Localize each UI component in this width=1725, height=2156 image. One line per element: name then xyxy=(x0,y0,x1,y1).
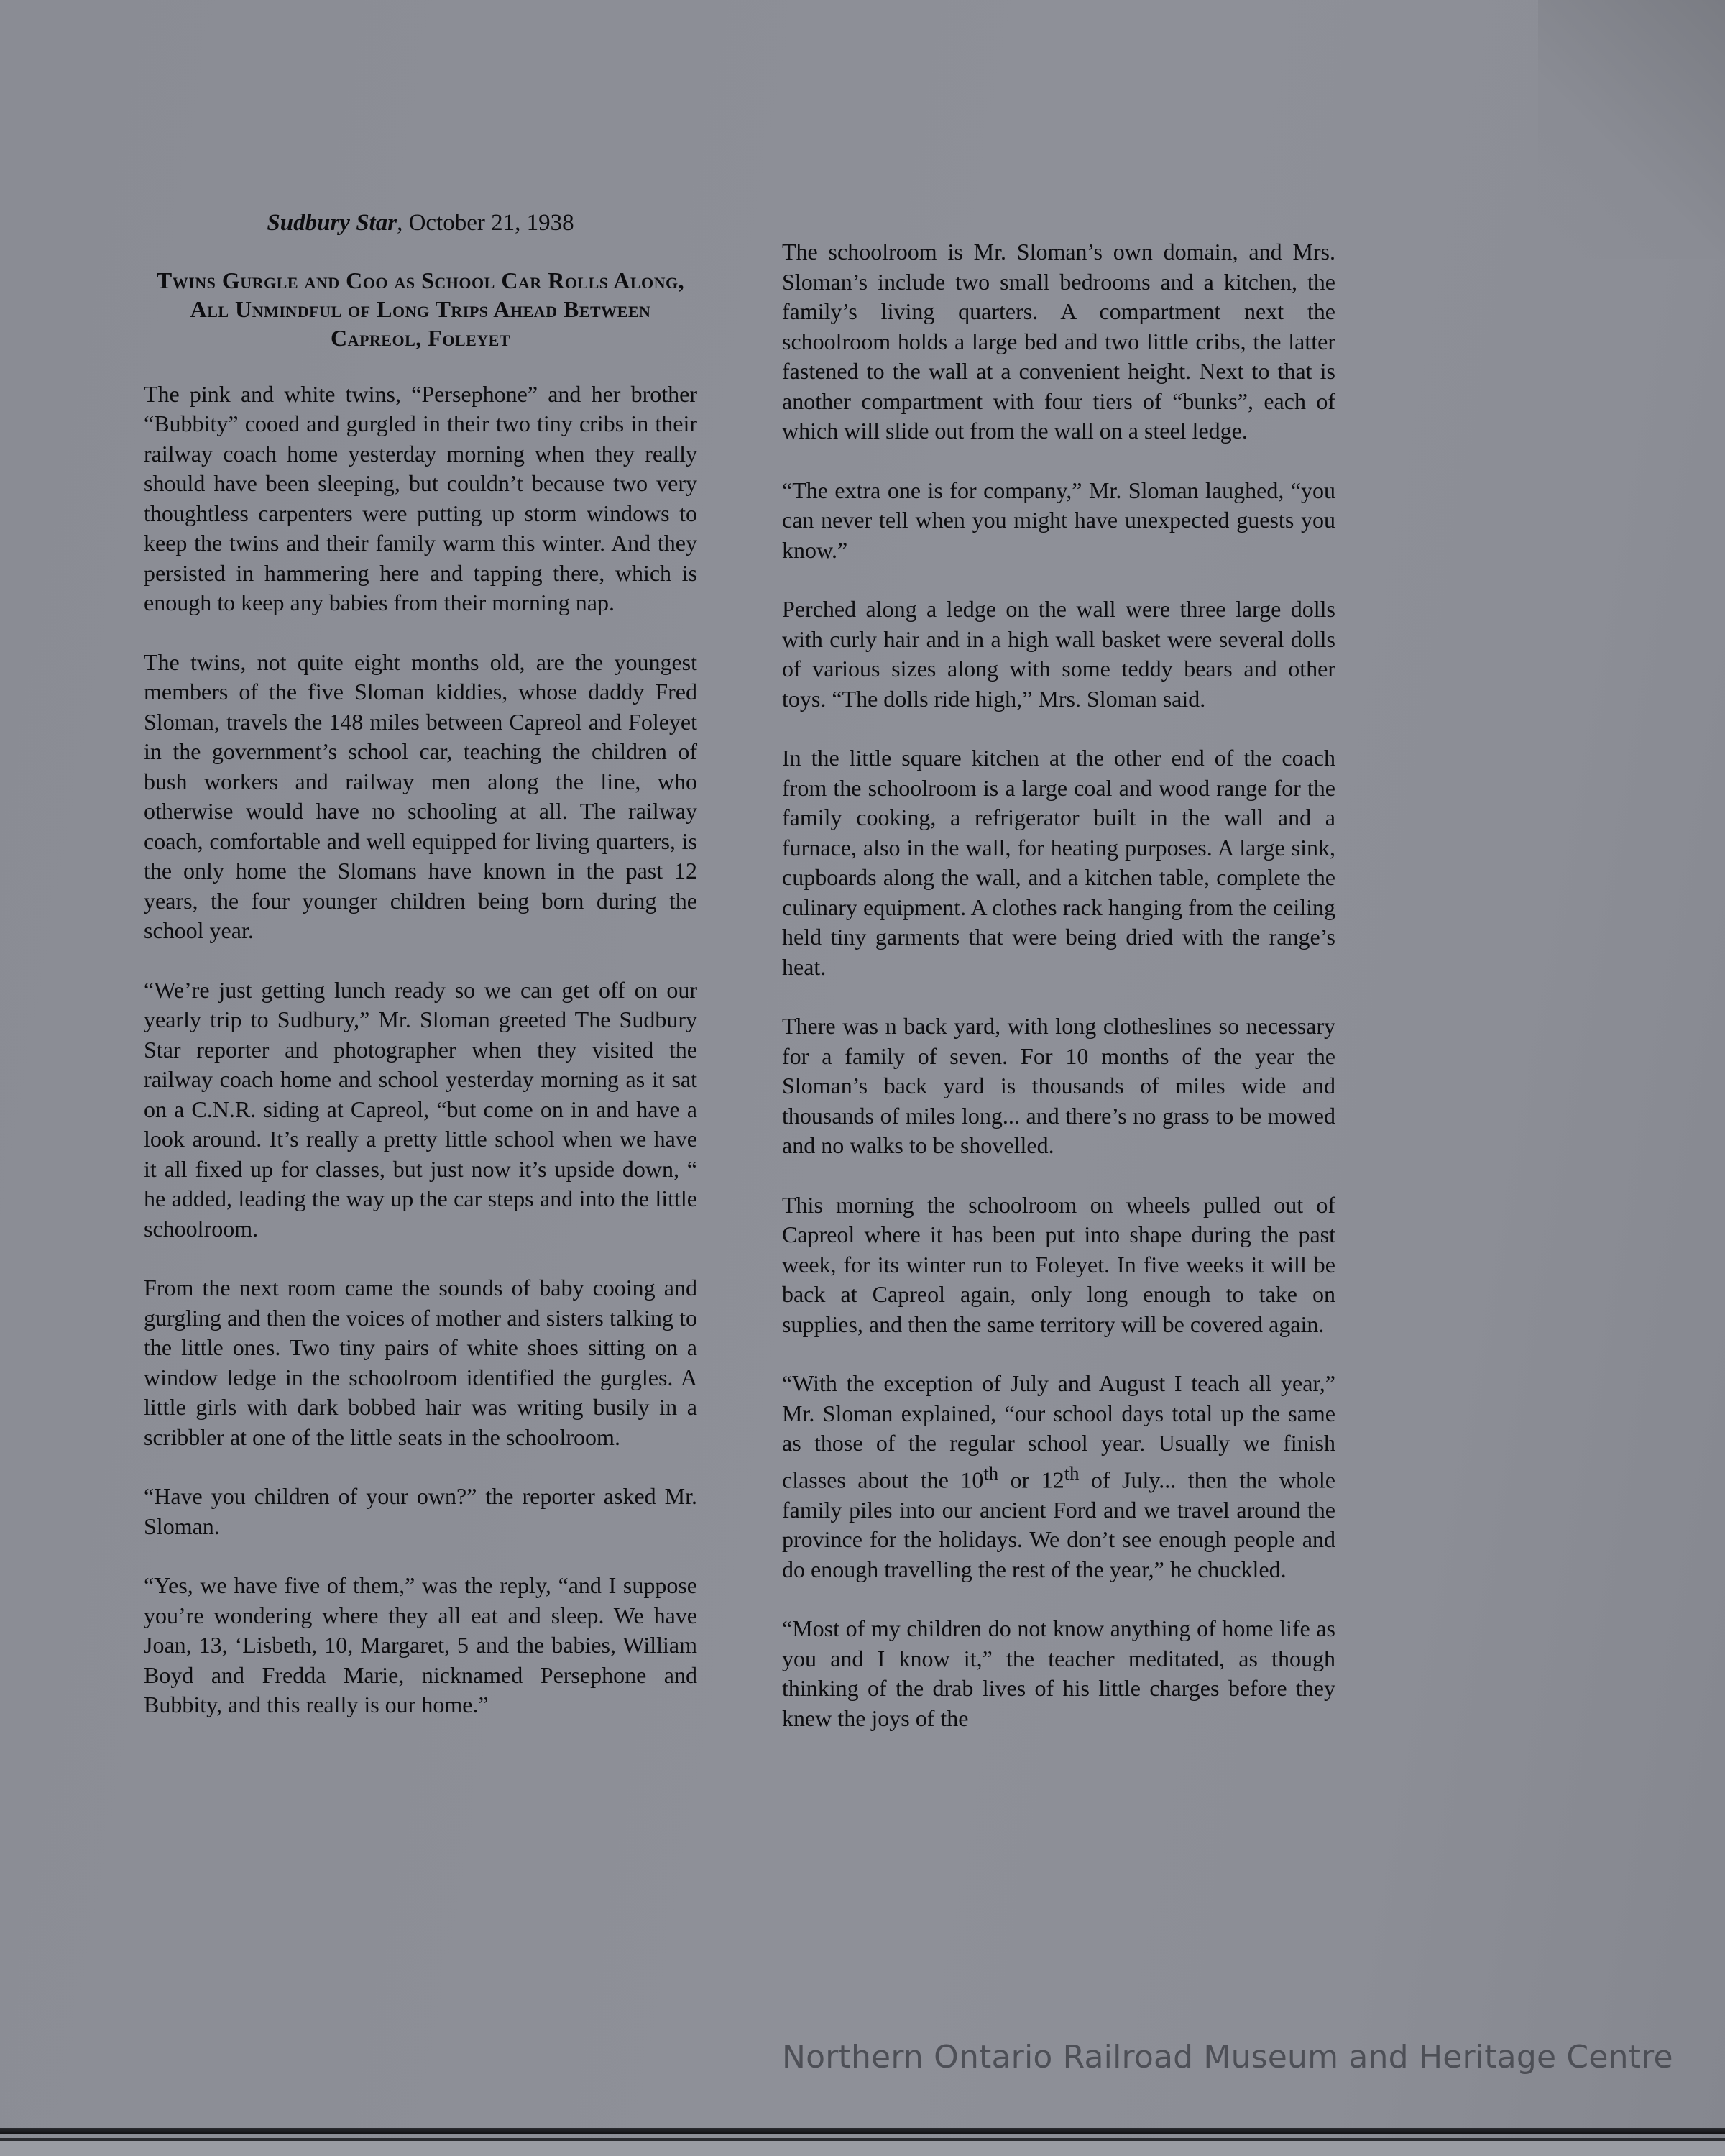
paragraph: “We’re just getting lunch ready so we can get off on our yearly trip to Sudbury,” Mr. Sloman greeted The Sudbury Star reporter and photographer when they visited the railway coach home and school yesterday morning as it sat on a C.N.R. siding at Capreol, “but come on in and have a look around. It’s really a pretty little school when we have it all fixed up for classes, but just now it’s upside down, “ he added, leading the way up the car steps and into the little schoolroom. xyxy=(144,976,697,1242)
paragraph: In the little square kitchen at the other end of the coach from the schoolroom is a large coal and wood range for the family cooking, a refrigerator built in the wall and a furnace, also in the wall, for heating purposes. A large sink, cupboards along the wall, and a kitchen table, complete the culinary equipment. A clothes rack hanging from the ceiling held tiny garments that were being dried with the range’s heat. xyxy=(782,745,1335,980)
paragraph: The pink and white twins, “Persephone” and her brother “Bubbity” cooed and gurgled in their two tiny cribs in their railway coach home yesterday morning when they really should have been sleeping, but couldn’t because two very thoughtless carpenters were putting up storm windows to keep the twins and their family warm this winter. And they persisted in hammering here and tapping there, which is enough to keep any babies from their morning nap. xyxy=(144,380,697,615)
paragraph: “Have you children of your own?” the reporter asked Mr. Sloman. xyxy=(144,1483,697,1539)
paragraph xyxy=(782,1369,1335,1584)
paragraph-text: of July... then the whole family piles into our ancient Ford and we travel around the province for the holidays. We don’t see enough people and do enough travelling the rest of the year,” he chuckled. xyxy=(782,1467,1336,1582)
paragraph: There was n back yard, with long clotheslines so necessary for a family of seven. For 10 months of the year the Sloman’s back yard is thousands of miles wide and thousands of miles long... and there’s no grass to be mowed and no walks to be shovelled. xyxy=(782,1013,1335,1158)
page-corner-shadow xyxy=(1538,0,1725,259)
scan-edge-band xyxy=(0,2141,1725,2156)
paragraph-text: or 12 xyxy=(998,1467,1064,1493)
paragraph: From the next room came the sounds of baby cooing and gurgling and then the voices of mother and sisters talking to the little ones. Two tiny pairs of white shoes sitting on a window ledge in the schoolroom identified the gurgles. A little girls with dark bobbed hair was writing busily in a scribbler at one of the little seats in the schoolroom. xyxy=(144,1275,697,1450)
archive-watermark: Northern Ontario Railroad Museum and Heritage Centre xyxy=(782,2039,1673,2075)
paragraph-text: “With the exception of July and August I teach all year,” Mr. Sloman explained, “our school days total up the same as those of the regular school year. Usually we finish classes about the 10 xyxy=(782,1370,1335,1493)
right-column xyxy=(782,237,1335,1763)
paragraph: “Most of my children do not know anything of home life as you and I know it,” the teacher meditated, as though thinking of the drab lives of his little charges before they knew the joys of the xyxy=(782,1615,1335,1731)
paragraph: “Yes, we have five of them,” was the reply, “and I suppose you’re wondering where they all eat and sleep. We have Joan, 13, ‘Lisbeth, 10, Margaret, 5 and the babies, William Boyd and Fredda Marie, nicknamed Persephone and Bubbity, and this really is our home.” xyxy=(144,1572,697,1717)
paragraph: “The extra one is for company,” Mr. Sloman laughed, “you can never tell when you might have unexpected guests you know.” xyxy=(782,477,1335,563)
paragraph: Perched along a ledge on the wall were three large dolls with curly hair and in a high wall basket were several dolls of various sizes along with some teddy bears and other toys. “The dolls ride high,” Mrs. Sloman said. xyxy=(782,596,1335,712)
paragraph: This morning the schoolroom on wheels pulled out of Capreol where it has been put into shape during the past week, for its winter run to Foleyet. In five weeks it will be back at Capreol again, only long enough to take on supplies, and then the same territory will be covered again. xyxy=(782,1191,1335,1337)
dateline xyxy=(144,208,697,239)
paragraph: The twins, not quite eight months old, are the youngest members of the five Sloman kiddies, whose daddy Fred Sloman, travels the 148 miles between Capreol and Foleyet in the government’s school car, teaching the children of bush workers and railway men along the line, who otherwise would have no schooling at all. The railway coach, comfortable and well equipped for living quarters, is the only home the Slomans have known in the past 12 years, the four younger children being born during the school year. xyxy=(144,648,697,943)
ordinal-suffix: th xyxy=(983,1462,999,1484)
left-column xyxy=(144,208,697,1750)
paragraph: The schoolroom is Mr. Sloman’s own domain, and Mrs. Sloman’s include two small bedrooms and a kitchen, the family’s living quarters. A compartment next the schoolroom holds a large bed and two little cribs, the latter fastened to the wall at a convenient height. Next to that is another compartment with four tiers of “bunks”, each of which will slide out from the wall on a steel ledge. xyxy=(782,239,1335,444)
publication-date: , October 21, 1938 xyxy=(397,210,574,236)
scan-edge-line xyxy=(0,2128,1725,2134)
ordinal-suffix: th xyxy=(1064,1462,1080,1484)
article-headline: Twins Gurgle and Coo as School Car Rolls Along, All Unmindful of Long Trips Ahead Between Capreol, Foleyet xyxy=(156,267,685,351)
newspaper-name: Sudbury Star xyxy=(267,210,397,236)
